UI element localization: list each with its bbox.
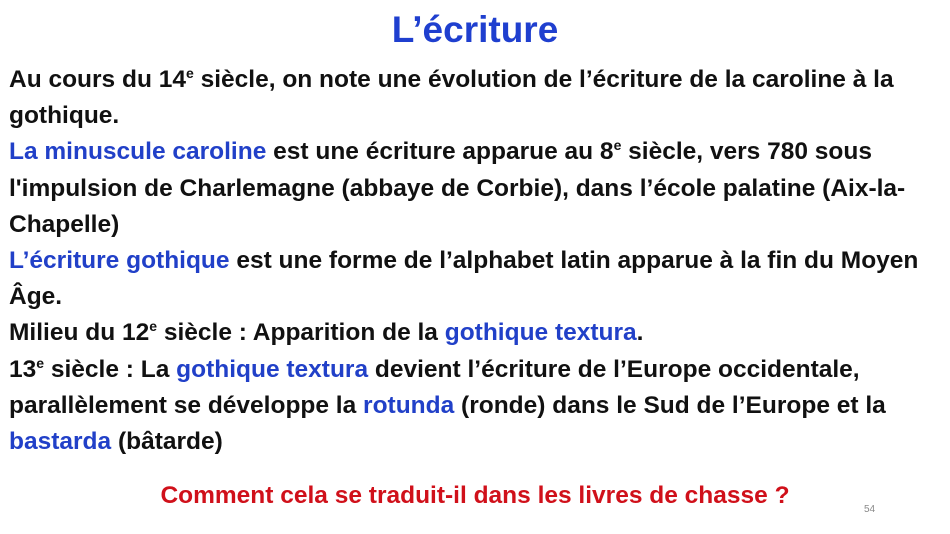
text: Milieu du 12 [9,319,150,347]
paragraph-12e-siecle [9,315,945,351]
text: est une forme de l’alphabet latin apparue à la fin du Moyen Âge. [9,247,919,311]
term-bastarda: bastarda [9,428,112,456]
term-rotunda: rotunda [363,391,455,419]
text: siècle, on note une évolution de l’écriture de la caroline à la gothique. [9,66,894,130]
superscript: e [149,318,158,335]
slide-body [9,62,945,460]
paragraph-gothique [9,243,945,315]
text: siècle, vers 780 sous l'impulsion de Charlemagne (abbaye de Corbie), dans l’école palatine (Aix-la-Chapelle) [9,138,906,238]
term-caroline: La minuscule caroline [9,138,267,166]
text: siècle : La [44,355,177,383]
text: siècle : Apparition de la [157,319,445,347]
superscript: e [36,354,45,371]
paragraph-caroline [9,134,945,243]
term-gothique: L’écriture gothique [9,247,230,275]
text: . [636,319,644,347]
closing-question: Comment cela se traduit-il dans les livres de chasse ? [160,482,790,509]
text: devient l’écriture de l’Europe occidentale, parallèlement se développe la [9,355,860,419]
superscript: e [185,64,194,81]
paragraph-evolution [9,62,945,134]
paragraph-13e-siecle [9,352,945,461]
superscript: e [613,137,622,154]
text: (bâtarde) [111,428,223,456]
slide-title: L’écriture [391,9,559,50]
text: est une écriture apparue au 8 [266,138,614,166]
text: Au cours du 14 [9,66,186,93]
term-textura: gothique textura [176,355,369,383]
text: (ronde) dans le Sud de l’Europe et la [454,391,886,419]
term-textura: gothique textura [444,319,637,347]
text: 13 [9,355,37,383]
page-number: 54 [864,504,876,515]
